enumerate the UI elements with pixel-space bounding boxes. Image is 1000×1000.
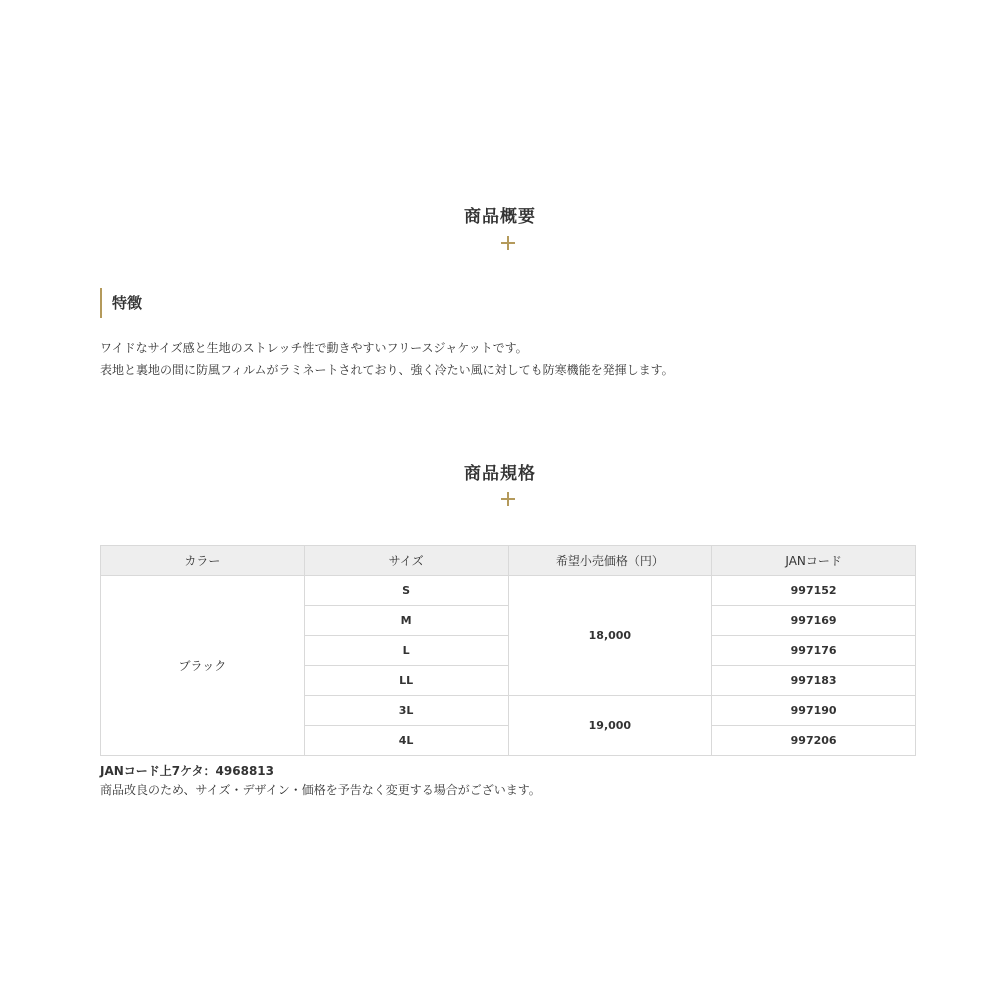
description-line: ワイドなサイズ感と生地のストレッチ性で動きやすいフリースジャケットです。 bbox=[100, 341, 528, 355]
size-cell: LL bbox=[304, 666, 508, 696]
jan-cell: 997190 bbox=[712, 696, 916, 726]
jan-cell: 997183 bbox=[712, 666, 916, 696]
table-row bbox=[101, 576, 916, 606]
spec-table bbox=[100, 545, 916, 756]
plus-icon bbox=[501, 236, 515, 250]
size-cell: 3L bbox=[304, 696, 508, 726]
description-line: 表地と裏地の間に防風フィルムがラミネートされており、強く冷たい風に対しても防寒機能を発揮します。 bbox=[100, 363, 674, 377]
specs-title: 商品規格 bbox=[464, 464, 536, 484]
jan-cell: 997206 bbox=[712, 726, 916, 756]
price-cell: 19,000 bbox=[508, 696, 712, 756]
color-cell: ブラック bbox=[101, 576, 305, 756]
plus-icon bbox=[501, 492, 515, 506]
table-header-row bbox=[101, 546, 916, 576]
jan-prefix-note: JANコード上7ケタ：4968813 bbox=[100, 764, 274, 778]
overview-title: 商品概要 bbox=[464, 207, 536, 227]
header-jan: JANコード bbox=[712, 546, 916, 576]
header-size: サイズ bbox=[304, 546, 508, 576]
size-cell: L bbox=[304, 636, 508, 666]
jan-cell: 997169 bbox=[712, 606, 916, 636]
spec-notes bbox=[100, 762, 541, 800]
size-cell: 4L bbox=[304, 726, 508, 756]
price-cell: 18,000 bbox=[508, 576, 712, 696]
header-color: カラー bbox=[101, 546, 305, 576]
feature-heading: 特徴 bbox=[100, 288, 142, 318]
product-description bbox=[100, 337, 674, 381]
jan-cell: 997152 bbox=[712, 576, 916, 606]
jan-cell: 997176 bbox=[712, 636, 916, 666]
size-cell: M bbox=[304, 606, 508, 636]
change-notice: 商品改良のため、サイズ・デザイン・価格を予告なく変更する場合がございます。 bbox=[100, 783, 541, 797]
header-price: 希望小売価格（円） bbox=[508, 546, 712, 576]
size-cell: S bbox=[304, 576, 508, 606]
